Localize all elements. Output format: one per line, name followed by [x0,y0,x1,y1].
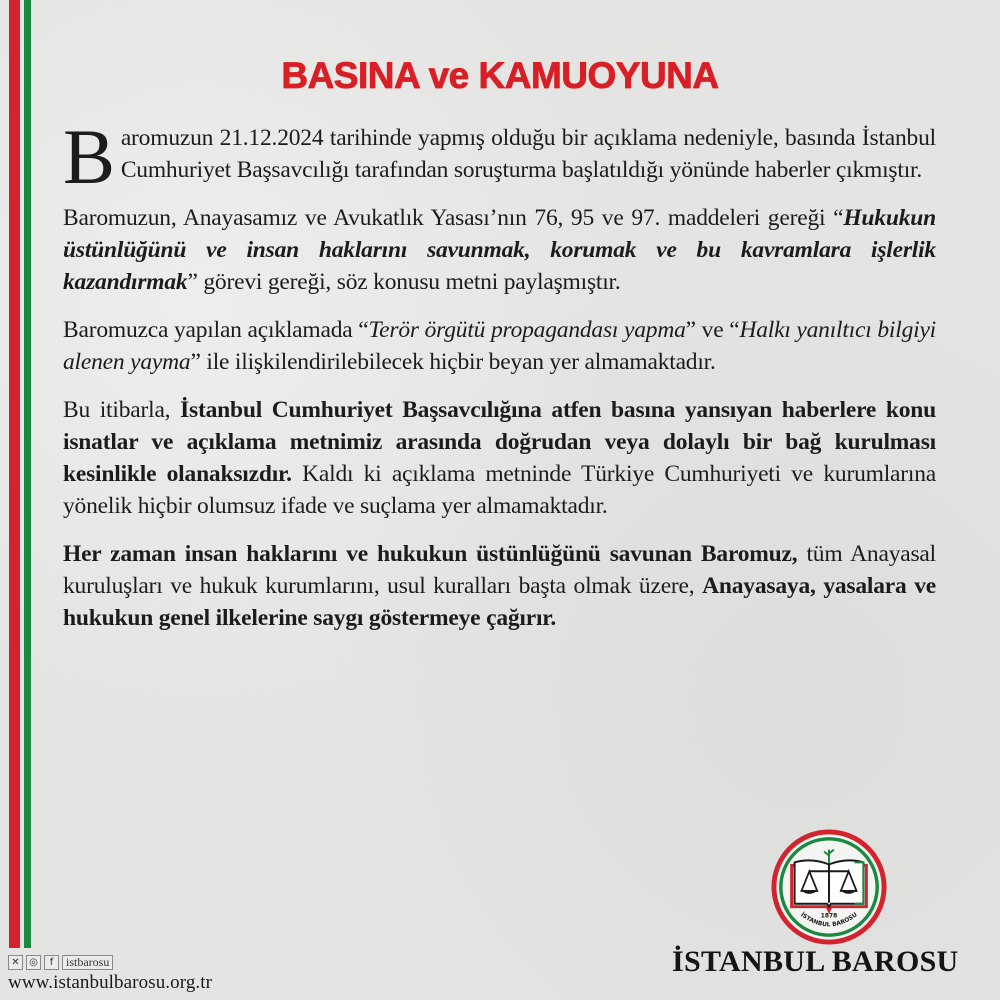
quoted-charge-2: Halkı yanıltıcı bilgiyi alenen yayma [63,317,937,375]
page-title: BASINA ve KAMUOYUNA [281,55,719,96]
paragraph-5: Her zaman insan haklarını ve hukukun üstünlüğünü savunan Baromuz, tüm Anayasal kuruluşları ve hukuk kurumlarını, usul kuralları başta olmak üzere, Anayasaya, yasalara ve hukukun genel ilkelerine saygı göstermeye çağırır. [63,541,936,631]
social-handle[interactable]: istbarosu [62,955,113,970]
website-link[interactable]: www.istanbulbarosu.org.tr [8,972,213,993]
paragraph-3: Baromuzca yapılan açıklamada “Terör örgütü propagandası yapma” ve “Halkı yanıltıcı bilgiyi alenen yayma” ile ilişkilendirilebilecek hiçbir beyan yer almamaktadır. [63,317,937,375]
instagram-icon[interactable]: ◎ [26,955,41,970]
closing-call: Anayasaya, yasalara ve hukukun genel ilkelerine saygı göstermeye çağırır. [63,573,936,631]
x-icon[interactable]: ✕ [8,955,23,970]
quoted-charge-1: Terör örgütü propagandası yapma [368,317,686,343]
drop-cap: B [63,113,115,200]
istanbul-barosu-logo-icon [770,828,888,946]
quoted-duty: Hukukun üstünlüğünü ve insan haklarını savunmak, korumak ve bu kavramlara işlerlik kazandırmak [63,205,936,295]
paragraph-2: Baromuzun, Anayasamız ve Avukatlık Yasası’nın 76, 95 ve 97. maddeleri gereği “Hukukun üstünlüğünü ve insan haklarını savunmak, korumak ve bu kavramlara işlerlik kazandırmak” görevi gereği, söz konusu metni paylaşmıştır. [63,205,936,295]
svg-text:İSTANBUL BAROSU: İSTANBUL BAROSU [799,912,859,929]
paragraph-4: Bu itibarla, İstanbul Cumhuriyet Başsavcılığına atfen basına yansıyan haberlere konu isnatlar ve açıklama metnimiz arasında doğrudan veya dolaylı bir bağ kurulması kesinlikle olanaksızdır. Kaldı ki açıklama metninde Türkiye Cumhuriyeti ve kurumlarına yönelik hiçbir olumsuz ifade ve suçlama yer almamaktadır. [63,397,936,519]
statement-body [63,113,937,650]
emphasis-statement: İstanbul Cumhuriyet Başsavcılığına atfen basına yansıyan haberlere konu isnatlar ve açıklama metnimiz arasında doğrudan veya dolaylı bir bağ kurulması kesinlikle olanaksızdır. [63,397,936,487]
social-links [8,955,113,970]
svg-text:1878: 1878 [820,913,838,920]
green-stripe [24,0,31,948]
red-stripe [9,0,20,948]
facebook-icon[interactable]: f [44,955,59,970]
paragraph-1: Baromuzun 21.12.2024 tarihinde yapmış olduğu bir açıklama nedeniyle, basında İstanbul Cumhuriyet Başsavcılığı tarafından soruşturma başlatıldığı yönünde haberler çıkmıştır. [63,113,936,200]
brand-wordmark: İSTANBUL BAROSU [672,945,959,978]
